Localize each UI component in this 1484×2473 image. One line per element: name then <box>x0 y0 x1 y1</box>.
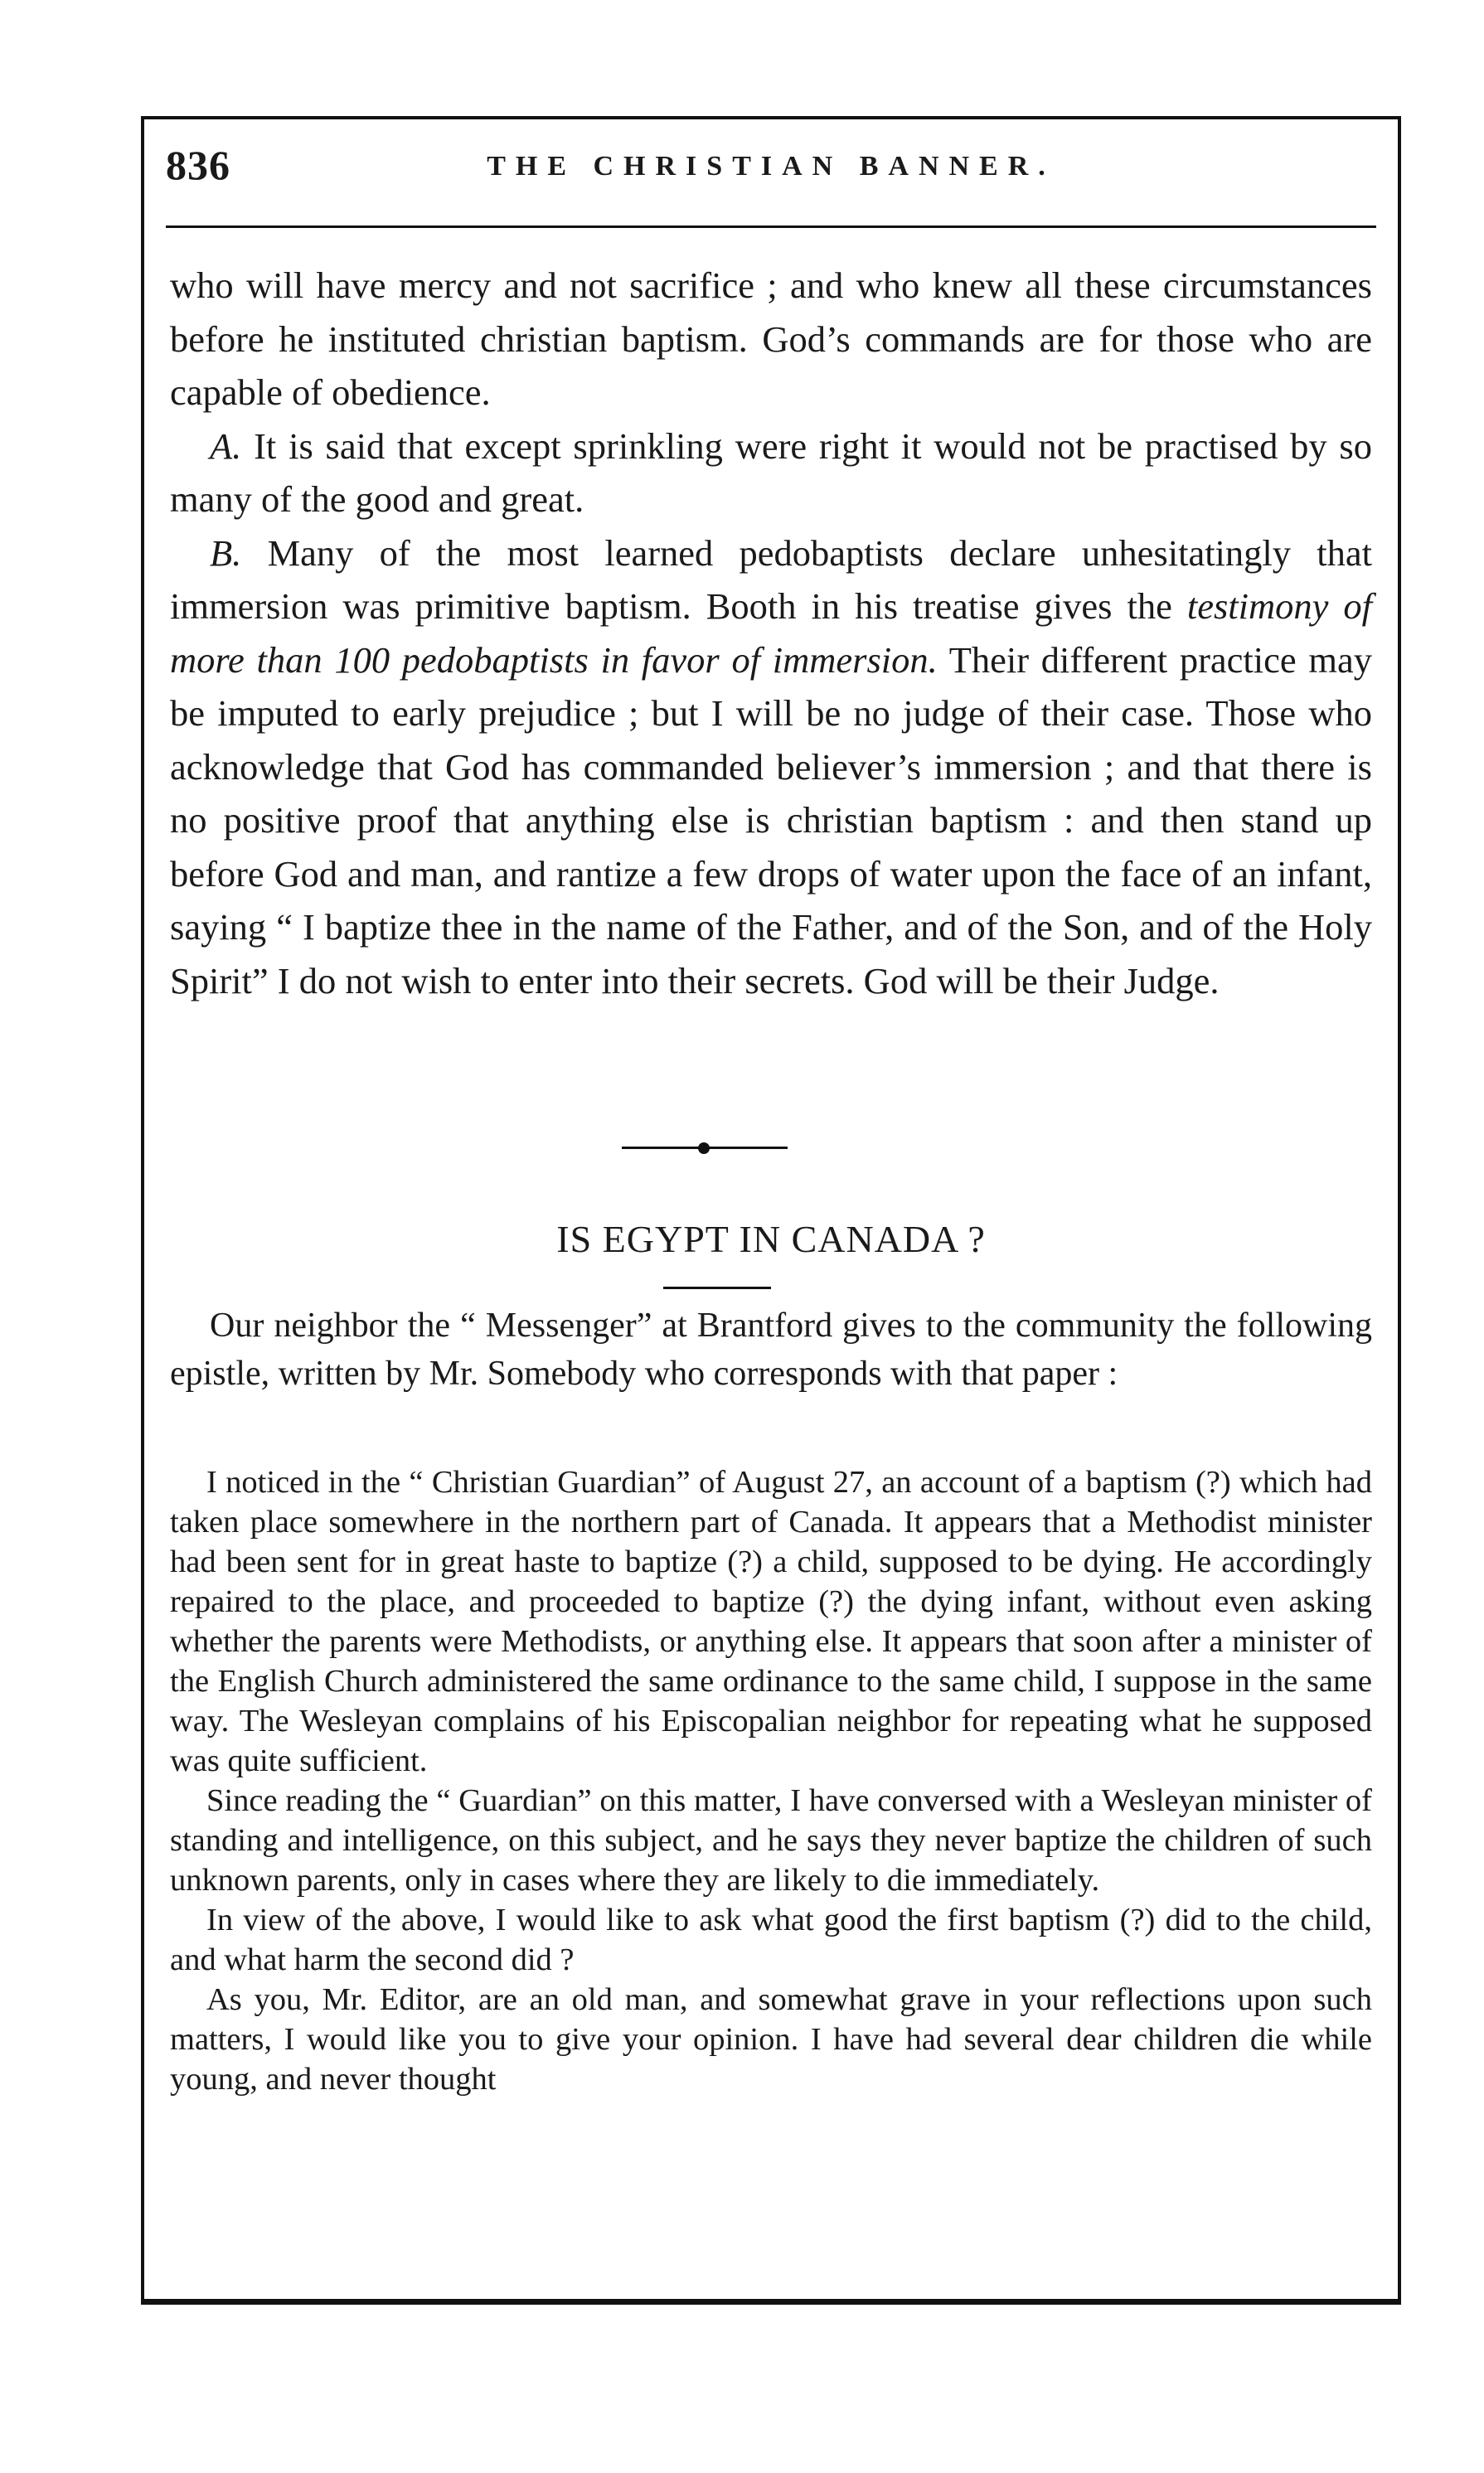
paragraph: I noticed in the “ Christian Guardian” of August 27, an account of a baptism (?) which had taken place somewhere in the northern part of Canada. It appears that a Methodist minister had been sent for in great haste to baptize (?) a child, supposed to be dying. He accordingly repaired to the place, and proceeded to baptize (?) the dying infant, without even asking whether the parents were Methodists, or anything else. It appears that soon after a minister of the English Church administered the same ordinance to the same child, I suppose in the same way. The Wesleyan complains of his Episcopalian neighbor for repeating what he supposed was quite sufficient. <box>170 1465 1372 1778</box>
divider-dot <box>698 1142 710 1154</box>
header-rule <box>166 225 1376 228</box>
running-title: THE CHRISTIAN BANNER. <box>487 151 1055 182</box>
page-number: 836 <box>166 142 230 188</box>
article-intro <box>170 1302 1372 1398</box>
italic-phrase: testimony of more than 100 pedobaptists in favor of immersion. <box>170 585 1372 681</box>
paragraph-text: Many of the most learned pedobaptists declare unhesitatingly that immersion was primitive baptism. Booth in his treatise gives the <box>170 531 1373 627</box>
paragraph <box>170 419 1372 526</box>
paragraph: Our neighbor the “ Messenger” at Brantford gives to the community the following epistle, written by Mr. Somebody who corresponds with that paper : <box>170 1307 1372 1393</box>
paragraph: Since reading the “ Guardian” on this matter, I have conversed with a Wesleyan minister of standing and intelligence, on this subject, and he says they never baptize the children of such unknown parents, only in cases where they are likely to die immediately. <box>170 1783 1372 1898</box>
paragraph-text: Their different practice may be imputed to early prejudice ; but I will be no judge of their case. Those who acknowledge that God has commanded believer’s immersion ; and that there is no positive proof that anything else is christian baptism : and then stand up before God and man, and rantize a few drops of water upon the face of an infant, saying “ I baptize thee in the name of the Father, and of the Son, and of the Holy Spirit” I do not wish to enter into their secrets. God will be their Judge. <box>170 638 1372 1001</box>
page-header <box>166 141 1376 199</box>
quoted-letter <box>170 1462 1372 2099</box>
title-rule <box>663 1287 771 1289</box>
speaker-label: B. <box>210 531 242 574</box>
paragraph: In view of the above, I would like to ask what good the first baptism (?) did to the child, and what harm the second did ? <box>170 1903 1372 1977</box>
paragraph-text: It is said that except sprinkling were right it would not be practised by so many of the good and great. <box>170 424 1373 520</box>
speaker-label: A. <box>210 424 242 467</box>
section-divider-ornament <box>622 1142 788 1154</box>
paragraph <box>170 526 1372 1008</box>
paragraph: who will have mercy and not sacrifice ; and who knew all these circumstances before he instituted christian baptism. God’s commands are for those who are capable of obedience. <box>170 264 1372 413</box>
paragraph: As you, Mr. Editor, are an old man, and somewhat grave in your reflections upon such matters, I would like you to give your opinion. I have had several dear children die while young, and never thought <box>170 1982 1372 2097</box>
section-title: IS EGYPT IN CANADA ? <box>556 1218 986 1260</box>
article-continuation <box>170 259 1372 1007</box>
